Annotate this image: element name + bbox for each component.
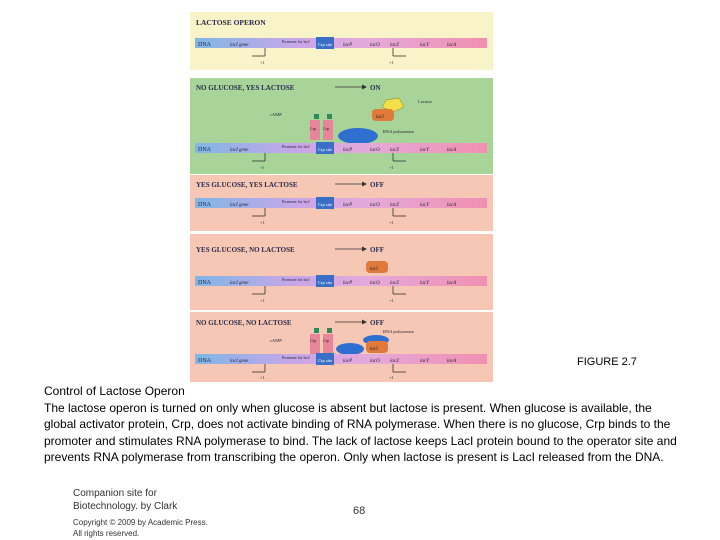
dna-label: DNA [198,147,211,153]
segment-promoter-laci: Promoter for lacI [282,355,310,360]
rnap-label: RNA polymerase [383,129,415,134]
rnap-label: RNA polymerase [383,329,415,334]
crp-label: Crp [323,126,329,131]
state-label: OFF [370,181,384,189]
panel-title: YES GLUCOSE, YES LACTOSE [196,181,298,189]
panel-yes-glucose-yes-lactose [190,175,493,231]
segment-laci-gene: lacI gene [230,203,249,208]
segment-lacy: lacY [420,281,429,286]
lac-operon-figure [190,12,493,382]
start-mark: +1 [260,165,265,170]
segment-laca: lacA [447,203,457,208]
segment-lacz: lacZ [390,148,399,153]
start-mark: +1 [389,298,394,303]
dna-label: DNA [198,42,211,48]
laci-label: lacI [370,267,378,272]
start-mark: +1 [260,298,265,303]
state-label: OFF [370,319,384,327]
crp-protein-icon [310,334,320,354]
segment-lacp: lacP [343,281,353,286]
copyright [73,517,208,539]
segment-lacp: lacP [343,203,353,208]
state-label: ON [370,84,381,92]
segment-lacz: lacZ [390,281,399,286]
segment-lacp: lacP [343,43,353,48]
segment-promoter-laci: Promoter for lacI [282,277,310,282]
segment-lacz: lacZ [390,203,399,208]
segment-crp-site: Crp site [318,358,333,363]
copyright-line2: All rights reserved. [73,529,140,538]
segment-promoter-laci: Promoter for lacI [282,199,310,204]
dna-label: DNA [198,358,211,364]
segment-laco: lacO [370,359,380,364]
rna-polymerase-icon [338,128,378,144]
segment-laco: lacO [370,43,380,48]
segment-lacp: lacP [343,359,353,364]
segment-laci-gene: lacI gene [230,148,249,153]
camp-icon [314,328,319,333]
description-title: Control of Lactose Operon [44,384,185,398]
segment-lacy: lacY [420,359,429,364]
panel-lactose-operon [190,12,493,70]
start-mark: +1 [260,375,265,380]
segment-laco: lacO [370,148,380,153]
laci-label: lacI [376,115,384,120]
start-mark: +1 [389,165,394,170]
description [44,383,684,466]
start-mark: +1 [389,60,394,65]
segment-laca: lacA [447,359,457,364]
dna-label: DNA [198,280,211,286]
description-body: The lactose operon is turned on only when glucose is absent but lactose is present. When glucose is available, the global activator protein, Crp, does not activate binding of RNA polymerase. When there is no glucose, Crp binds to the promoter and stimulates RNA polymerase to bind. The lack of lactose keeps LacI protein bound to the operator site and prevents RNA polymerase from transcribing the operon. Only when lactose is present is LacI released from the DNA. [44,400,677,464]
footer-line2: Biotechnology. by Clark [73,501,178,512]
segment-promoter-laci: Promoter for lacI [282,39,310,44]
panel-no-glucose-no-lactose [190,312,493,382]
segment-laci-gene: lacI gene [230,43,249,48]
camp-icon [327,114,332,119]
segment-lacy: lacY [420,203,429,208]
camp-icon [314,114,319,119]
segment-crp-site: Crp site [318,42,333,47]
camp-icon [327,328,332,333]
panel-title: NO GLUCOSE, YES LACTOSE [196,84,295,92]
segment-laca: lacA [447,281,457,286]
figure-label: FIGURE 2.7 [577,356,637,368]
segment-lacy: lacY [420,43,429,48]
laci-label: lacI [370,347,378,352]
start-mark: +1 [260,60,265,65]
camp-label: cAMP [270,112,282,117]
footer-line1: Companion site for [73,488,157,499]
crp-label: Crp [310,126,316,131]
segment-promoter-laci: Promoter for lacI [282,144,310,149]
segment-laci-gene: lacI gene [230,359,249,364]
segment-laco: lacO [370,203,380,208]
dna-label: DNA [198,202,211,208]
copyright-line1: Copyright © 2009 by Academic Press. [73,518,208,527]
lactose-label: Lactose [418,99,432,104]
segment-laci-gene: lacI gene [230,281,249,286]
panel-title: NO GLUCOSE, NO LACTOSE [196,319,292,327]
segment-laco: lacO [370,281,380,286]
segment-crp-site: Crp site [318,147,333,152]
start-mark: +1 [389,375,394,380]
crp-protein-icon [323,334,333,354]
crp-label: Crp [323,338,329,343]
segment-lacy: lacY [420,148,429,153]
panel-no-glucose-yes-lactose [190,78,493,174]
panel-yes-glucose-no-lactose [190,234,493,310]
segment-lacp: lacP [343,148,353,153]
state-label: OFF [370,246,384,254]
rna-polymerase-icon [336,343,364,355]
segment-crp-site: Crp site [318,202,333,207]
camp-label: cAMP [270,338,282,343]
panel-title: YES GLUCOSE, NO LACTOSE [196,246,295,254]
crp-label: Crp [310,338,316,343]
page-number: 68 [353,505,366,517]
segment-laca: lacA [447,43,457,48]
segment-lacz: lacZ [390,359,399,364]
segment-crp-site: Crp site [318,280,333,285]
segment-lacz: lacZ [390,43,399,48]
start-mark: +1 [260,220,265,225]
start-mark: +1 [389,220,394,225]
panel-title: LACTOSE OPERON [196,18,266,27]
segment-laca: lacA [447,148,457,153]
footer [73,487,208,539]
